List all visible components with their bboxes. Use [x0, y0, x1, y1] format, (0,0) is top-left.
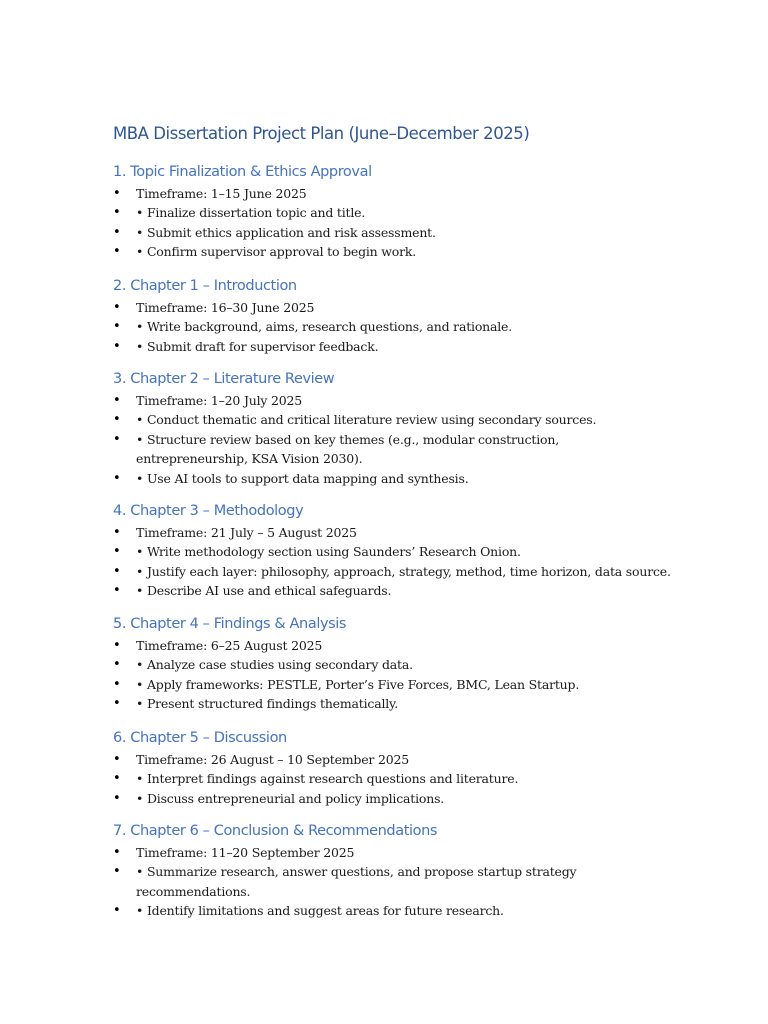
bullet-icon: •	[113, 752, 121, 767]
bullet-icon: •	[113, 224, 121, 240]
list-item-text: Timeframe: 26 August – 10 September 2025	[136, 752, 409, 767]
list-item-text: • Submit ethics application and risk assessment.	[136, 224, 436, 240]
bullet-icon: •	[113, 205, 121, 221]
bullet-icon: •	[113, 431, 121, 447]
list-item	[113, 694, 673, 713]
section-heading: 1. Topic Finalization & Ethics Approval	[113, 164, 372, 180]
bullet-icon: •	[113, 676, 121, 692]
bullet-list	[113, 636, 673, 714]
list-item	[113, 675, 673, 694]
list-item	[113, 242, 673, 261]
list-item-text: • Interpret findings against research questions and literature.	[136, 771, 519, 787]
section-topic-ethics	[113, 162, 673, 262]
list-item-text: Timeframe: 1–15 June 2025	[136, 186, 307, 201]
bullet-list	[113, 843, 673, 921]
bullet-icon: •	[113, 771, 121, 787]
bullet-icon: •	[113, 525, 121, 540]
bullet-list	[113, 298, 673, 356]
bullet-icon: •	[113, 790, 121, 806]
list-item	[113, 542, 673, 561]
section-literature-review	[113, 369, 673, 488]
bullet-icon: •	[113, 319, 121, 335]
section-heading: 3. Chapter 2 – Literature Review	[113, 371, 335, 387]
list-item	[113, 843, 673, 862]
list-item	[113, 391, 673, 410]
list-item-text: • Structure review based on key themes (e.g., modular construction, entrepreneurship, KSA Vision 2030).	[136, 431, 560, 467]
section-introduction	[113, 276, 673, 356]
list-item	[113, 581, 673, 600]
bullet-icon: •	[113, 544, 121, 560]
bullet-icon: •	[113, 412, 121, 428]
list-item	[113, 410, 673, 429]
list-item-text: Timeframe: 16–30 June 2025	[136, 300, 315, 315]
list-item	[113, 223, 673, 242]
list-item-text: • Write background, aims, research questions, and rationale.	[136, 319, 513, 335]
list-item	[113, 184, 673, 203]
list-item-text: • Write methodology section using Saunders’ Research Onion.	[136, 544, 521, 560]
section-heading: 2. Chapter 1 – Introduction	[113, 278, 297, 294]
bullet-list	[113, 750, 673, 808]
bullet-icon: •	[113, 845, 121, 860]
list-item-text: • Describe AI use and ethical safeguards.	[136, 583, 392, 599]
bullet-list	[113, 184, 673, 262]
section-heading: 5. Chapter 4 – Findings & Analysis	[113, 616, 347, 632]
bullet-icon: •	[113, 393, 121, 408]
bullet-icon: •	[113, 583, 121, 599]
list-item	[113, 298, 673, 317]
list-item-text: Timeframe: 11–20 September 2025	[136, 845, 355, 860]
list-item	[113, 203, 673, 222]
list-item-text: • Discuss entrepreneurial and policy implications.	[136, 790, 445, 806]
section-methodology	[113, 501, 673, 601]
bullet-icon: •	[113, 638, 121, 653]
list-item-text: • Present structured findings thematically.	[136, 696, 399, 712]
list-item	[113, 430, 673, 469]
bullet-icon: •	[113, 903, 121, 919]
list-item-text: • Confirm supervisor approval to begin work.	[136, 244, 417, 260]
list-item	[113, 337, 673, 356]
list-item	[113, 789, 673, 808]
bullet-icon: •	[113, 696, 121, 712]
list-item-text: Timeframe: 1–20 July 2025	[136, 393, 303, 408]
list-item	[113, 862, 673, 901]
list-item-text: Timeframe: 21 July – 5 August 2025	[136, 525, 357, 540]
bullet-list	[113, 391, 673, 488]
bullet-icon: •	[113, 657, 121, 673]
list-item	[113, 636, 673, 655]
section-heading: 6. Chapter 5 – Discussion	[113, 730, 287, 746]
section-heading: 4. Chapter 3 – Methodology	[113, 503, 304, 519]
section-conclusion	[113, 821, 673, 921]
document-title: MBA Dissertation Project Plan (June–December 2025)	[113, 124, 530, 143]
list-item	[113, 655, 673, 674]
list-item	[113, 523, 673, 542]
list-item-text: • Summarize research, answer questions, and propose startup strategy recommendations.	[136, 864, 577, 899]
section-findings-analysis	[113, 614, 673, 714]
list-item-text: • Finalize dissertation topic and title.	[136, 205, 366, 221]
list-item-text: • Justify each layer: philosophy, approach, strategy, method, time horizon, data source.	[136, 563, 671, 579]
list-item	[113, 562, 673, 581]
list-item-text: • Apply frameworks: PESTLE, Porter’s Five Forces, BMC, Lean Startup.	[136, 676, 580, 692]
list-item-text: • Identify limitations and suggest areas for future research.	[136, 903, 504, 919]
bullet-icon: •	[113, 186, 121, 201]
list-item	[113, 769, 673, 788]
list-item-text: Timeframe: 6–25 August 2025	[136, 638, 323, 653]
list-item	[113, 901, 673, 920]
bullet-icon: •	[113, 470, 121, 486]
bullet-list	[113, 523, 673, 601]
list-item	[113, 469, 673, 488]
bullet-icon: •	[113, 338, 121, 354]
bullet-icon: •	[113, 300, 121, 315]
bullet-icon: •	[113, 563, 121, 579]
list-item-text: • Conduct thematic and critical literature review using secondary sources.	[136, 412, 597, 428]
bullet-icon: •	[113, 864, 121, 880]
list-item-text: • Submit draft for supervisor feedback.	[136, 338, 379, 354]
section-heading: 7. Chapter 6 – Conclusion & Recommendations	[113, 823, 438, 839]
list-item	[113, 317, 673, 336]
list-item-text: • Analyze case studies using secondary data.	[136, 657, 413, 673]
section-discussion	[113, 728, 673, 808]
bullet-icon: •	[113, 244, 121, 260]
list-item	[113, 750, 673, 769]
list-item-text: • Use AI tools to support data mapping and synthesis.	[136, 470, 469, 486]
